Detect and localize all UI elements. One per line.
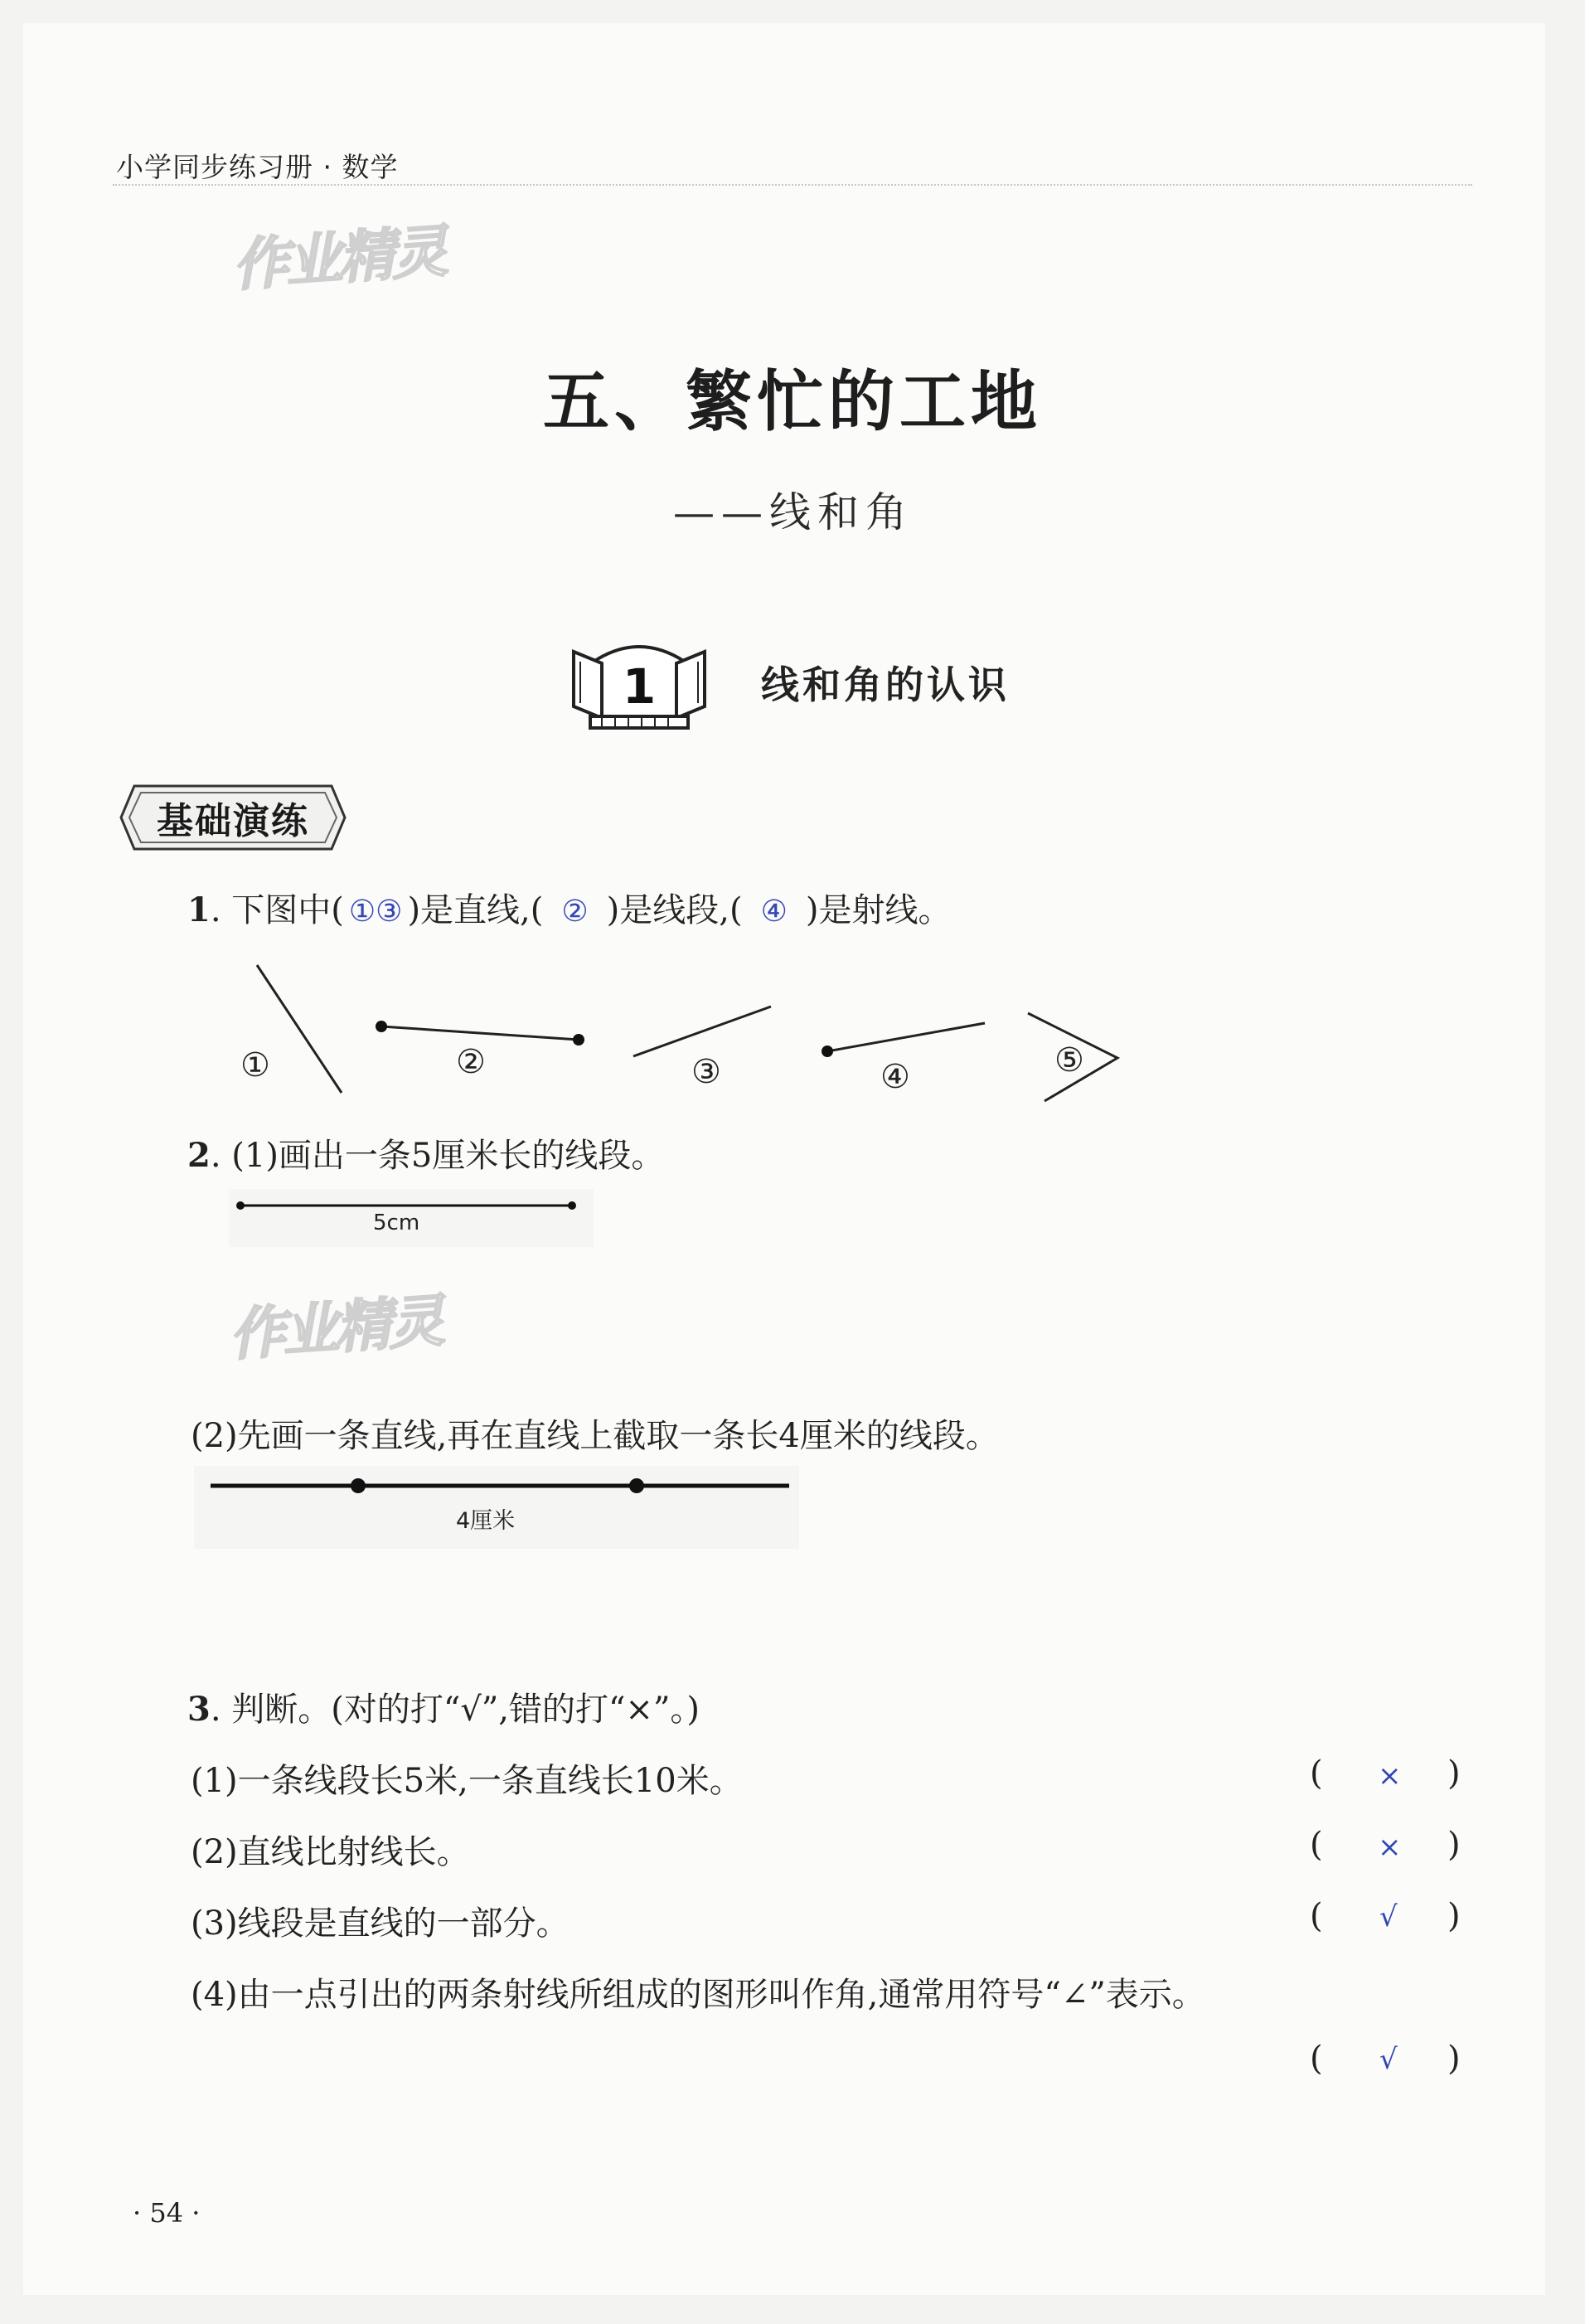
page-number: · 54 ·: [133, 2197, 201, 2229]
answer-paren-open: (: [1310, 1826, 1323, 1864]
question-2: [187, 1129, 664, 1177]
header-divider: [113, 184, 1472, 186]
question-text: . 下图中(: [210, 891, 344, 929]
figure-label-5: ⑤: [1054, 1041, 1084, 1080]
lesson-number: 1: [622, 658, 657, 715]
judgement-item-4: (4)由一点引出的两条射线所组成的图形叫作角,通常用符号“∠”表示。: [191, 1976, 1205, 2014]
question-1: [187, 884, 951, 931]
answer-paren-close: ): [1447, 1826, 1461, 1864]
figure-3-line: [633, 1007, 771, 1056]
question-number: 1: [187, 890, 211, 929]
watermark-logo: 作业精灵: [226, 1288, 444, 1369]
judgement-answer-1: ×: [1378, 1759, 1402, 1793]
question-2-part-2: (2)先画一条直线,再在直线上截取一条长4厘米的线段。: [191, 1417, 999, 1455]
lesson-window-icon: [569, 637, 710, 733]
answer-ray: ④: [760, 895, 788, 929]
figure-2-segment: [381, 1026, 579, 1040]
unit-title: 五、繁忙的工地: [543, 363, 1042, 440]
q1-figures: [182, 953, 1136, 1111]
question-number: 2: [187, 1136, 211, 1175]
segment-length-label: 5cm: [373, 1211, 420, 1235]
judgement-item-2: (2)直线比射线长。: [191, 1833, 470, 1871]
judgement-answer-2: ×: [1378, 1831, 1402, 1864]
answer-paren-close: ): [1447, 1897, 1461, 1935]
segment-endpoint: [573, 1034, 584, 1046]
figure-label-4: ④: [880, 1058, 910, 1096]
answer-paren-open: (: [1310, 1897, 1323, 1935]
question-2-part-1: . (1)画出一条5厘米长的线段。: [210, 1137, 665, 1175]
judgement-item-1: (1)一条线段长5米,一条直线长10米。: [191, 1762, 743, 1800]
judgement-item-3: (3)线段是直线的一部分。: [191, 1904, 570, 1943]
question-3-instruction: . 判断。(对的打“√”,错的打“×”。): [210, 1691, 700, 1729]
answer-paren-close: ): [1447, 1754, 1461, 1793]
question-text: )是射线。: [805, 891, 952, 929]
question-number: 3: [187, 1690, 211, 1729]
answer-line: ①③: [348, 895, 403, 929]
answer-paren-open: (: [1310, 1754, 1323, 1793]
figure-label-3: ③: [691, 1053, 721, 1091]
segment-length-label: 4厘米: [456, 1508, 516, 1534]
unit-subtitle: ——线和角: [673, 488, 914, 536]
answer-segment: ②: [561, 895, 589, 929]
section-label-text: 基础演练: [157, 800, 309, 842]
judgement-answer-3: √: [1379, 1900, 1398, 1933]
section-label-basic-practice: [118, 783, 348, 852]
answer-paren-close: ): [1447, 2040, 1461, 2078]
lesson-title: 线和角的认识: [761, 662, 1010, 707]
question-3: [187, 1683, 700, 1730]
segment-endpoint: [376, 1021, 387, 1032]
answer-paren-open: (: [1310, 2040, 1323, 2078]
book-header: 小学同步练习册 · 数学: [116, 151, 399, 183]
watermark-logo: 作业精灵: [230, 219, 447, 299]
judgement-answer-4: √: [1379, 2043, 1398, 2076]
figure-4-ray: [827, 1023, 985, 1051]
figure-label-1: ①: [240, 1046, 270, 1084]
ray-endpoint: [822, 1046, 833, 1057]
question-text: )是线段,(: [606, 891, 743, 929]
figure-label-2: ②: [456, 1043, 486, 1081]
question-text: )是直线,(: [407, 891, 544, 929]
